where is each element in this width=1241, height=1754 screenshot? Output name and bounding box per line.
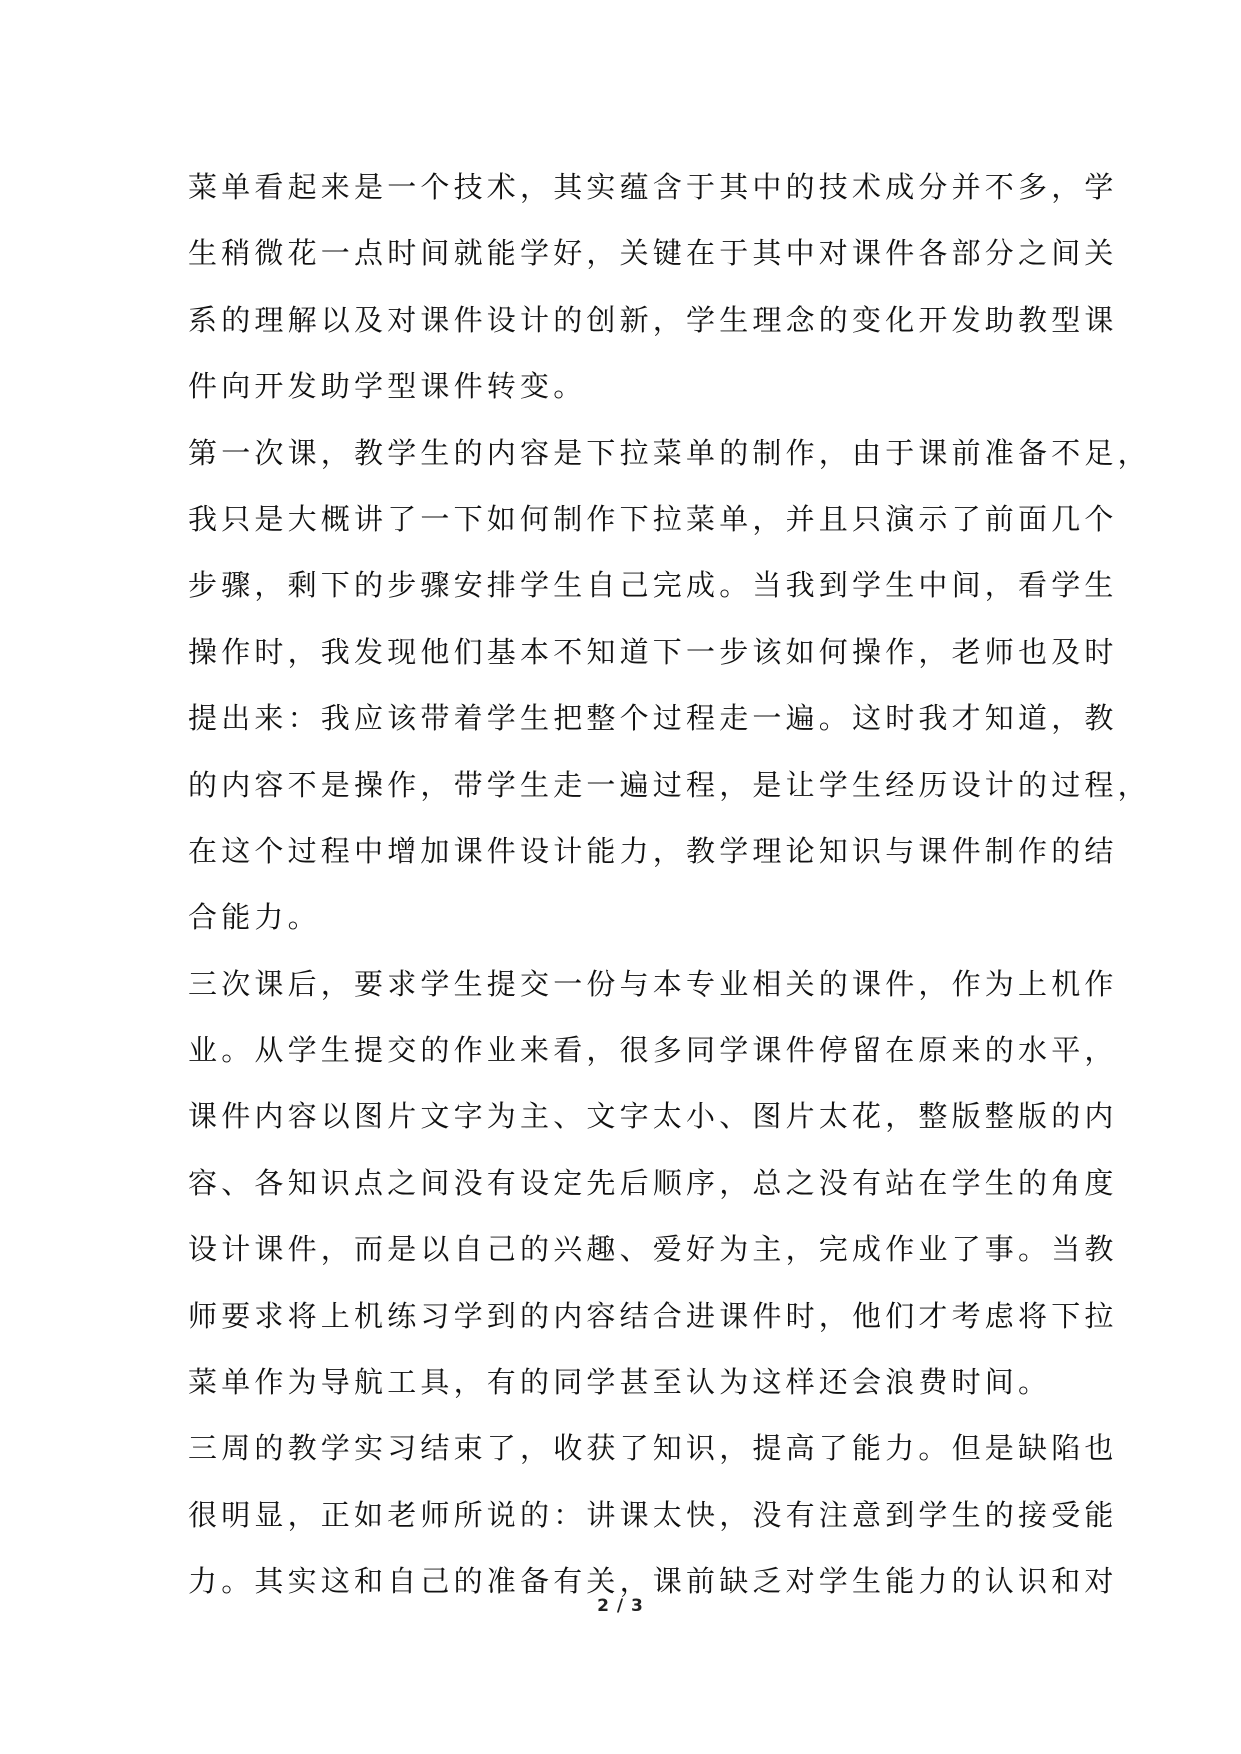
text-line: 件向开发助学型课件转变。 <box>188 369 587 404</box>
text-line: 三周的教学实习结束了，收获了知识，提高了能力。但是缺陷也 <box>188 1431 1118 1466</box>
text-line: 菜单作为导航工具，有的同学甚至认为这样还会浪费时间。 <box>188 1365 1052 1400</box>
text-line: 第一次课，教学生的内容是下拉菜单的制作，由于课前准备不足， <box>188 435 1151 470</box>
text-line: 生稍微花一点时间就能学好，关键在于其中对课件各部分之间关 <box>188 236 1118 271</box>
text-line: 容、各知识点之间没有设定先后顺序，总之没有站在学生的角度 <box>188 1165 1118 1200</box>
document-body <box>188 154 1151 1615</box>
paragraph-2 <box>188 420 1151 951</box>
paragraph-1 <box>188 154 1118 420</box>
text-line: 菜单看起来是一个技术，其实蕴含于其中的技术成分并不多，学 <box>188 170 1118 204</box>
text-line: 的内容不是操作，带学生走一遍过程，是让学生经历设计的过程， <box>188 767 1151 802</box>
text-line: 课件内容以图片文字为主、文字太小、图片太花，整版整版的内 <box>188 1099 1118 1134</box>
text-line: 提出来：我应该带着学生把整个过程走一遍。这时我才知道，教 <box>188 701 1118 736</box>
text-line: 步骤，剩下的步骤安排学生自己完成。当我到学生中间，看学生 <box>188 568 1118 603</box>
text-line: 师要求将上机练习学到的内容结合进课件时，他们才考虑将下拉 <box>188 1298 1118 1333</box>
text-line: 在这个过程中增加课件设计能力，教学理论知识与课件制作的结 <box>188 833 1118 868</box>
text-line: 我只是大概讲了一下如何制作下拉菜单，并且只演示了前面几个 <box>188 501 1118 536</box>
page-number: 2 / 3 <box>597 1596 644 1616</box>
text-line: 力。其实这和自己的准备有关，课前缺乏对学生能力的认识和对 <box>188 1564 1118 1599</box>
text-line: 设计课件，而是以自己的兴趣、爱好为主，完成作业了事。当教 <box>188 1232 1118 1267</box>
text-line: 操作时，我发现他们基本不知道下一步该如何操作，老师也及时 <box>188 634 1118 669</box>
text-line: 合能力。 <box>188 900 321 935</box>
paragraph-4 <box>188 1415 1118 1614</box>
text-line: 很明显，正如老师所说的：讲课太快，没有注意到学生的接受能 <box>188 1497 1118 1532</box>
paragraph-3 <box>188 951 1118 1416</box>
text-line: 业。从学生提交的作业来看，很多同学课件停留在原来的水平， <box>188 1033 1118 1068</box>
text-line: 系的理解以及对课件设计的创新，学生理念的变化开发助教型课 <box>188 302 1118 337</box>
text-line: 三次课后，要求学生提交一份与本专业相关的课件，作为上机作 <box>188 966 1118 1001</box>
